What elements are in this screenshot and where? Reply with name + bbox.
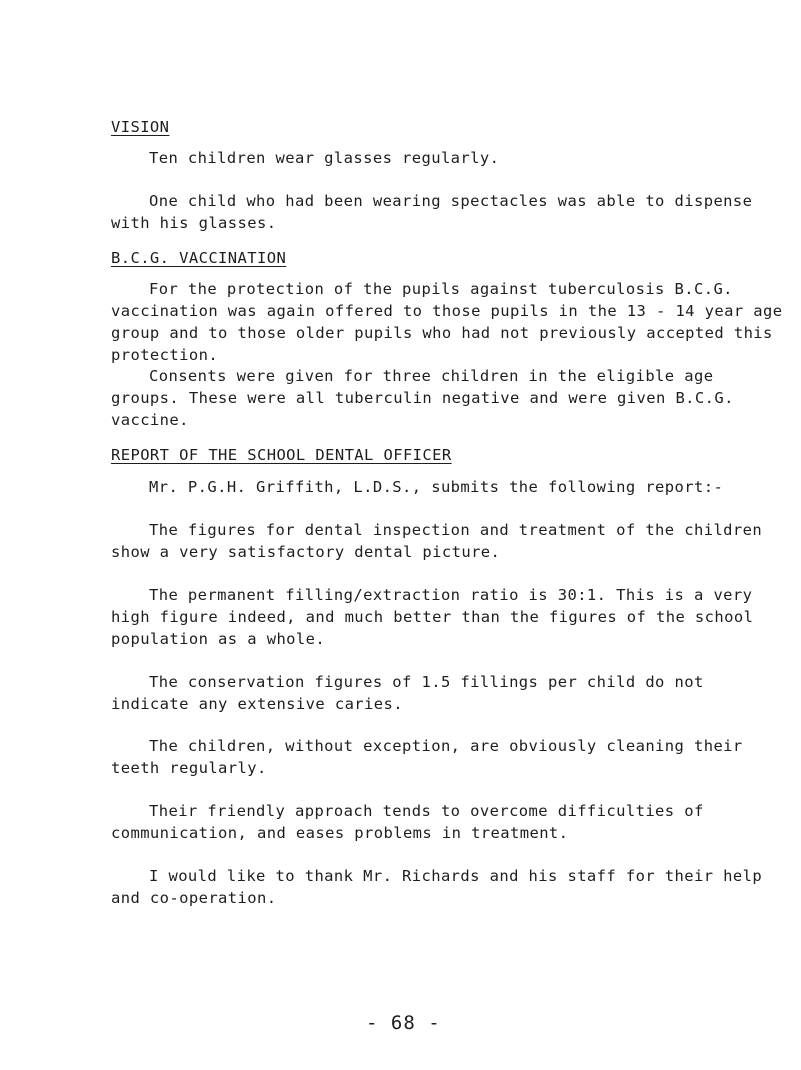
vision-heading: VISION	[111, 118, 170, 136]
dental-paragraph-1: Mr. P.G.H. Griffith, L.D.S., submits the following report:-	[149, 478, 724, 496]
vision-paragraph-1: Ten children wear glasses regularly.	[149, 149, 500, 167]
dental-paragraph-3: The permanent filling/extraction ratio is 30:1. This is a very high figure indeed, and much better than the figures of the school population as a whole.	[111, 586, 754, 648]
dental-paragraph-2: The figures for dental inspection and treatment of the children show a very satisfactory dental picture.	[111, 521, 763, 561]
dental-paragraph-6: Their friendly approach tends to overcome difficulties of communication, and eases problems in treatment.	[111, 802, 704, 842]
vision-paragraph-2: One child who had been wearing spectacles was able to dispense with his glasses.	[111, 192, 753, 232]
bcg-heading: B.C.G. VACCINATION	[111, 249, 287, 267]
dental-paragraph-7: I would like to thank Mr. Richards and his staff for their help and co-operation.	[111, 867, 763, 907]
bcg-paragraph-2: Consents were given for three children in the eligible age groups. These were all tuberculin negative and were given B.C.G. vaccine.	[111, 367, 734, 429]
bcg-paragraph-1: For the protection of the pupils against tuberculosis B.C.G. vaccination was again offered to those pupils in the 13 - 14 year age group and to those older pupils who had not previously accepted this protection.	[111, 280, 783, 364]
page-number: - 68 -	[366, 1012, 441, 1034]
dental-paragraph-4: The conservation figures of 1.5 fillings per child do not indicate any extensive caries.	[111, 673, 704, 713]
dental-heading: REPORT OF THE SCHOOL DENTAL OFFICER	[111, 446, 452, 464]
dental-paragraph-5: The children, without exception, are obviously cleaning their teeth regularly.	[111, 737, 743, 777]
